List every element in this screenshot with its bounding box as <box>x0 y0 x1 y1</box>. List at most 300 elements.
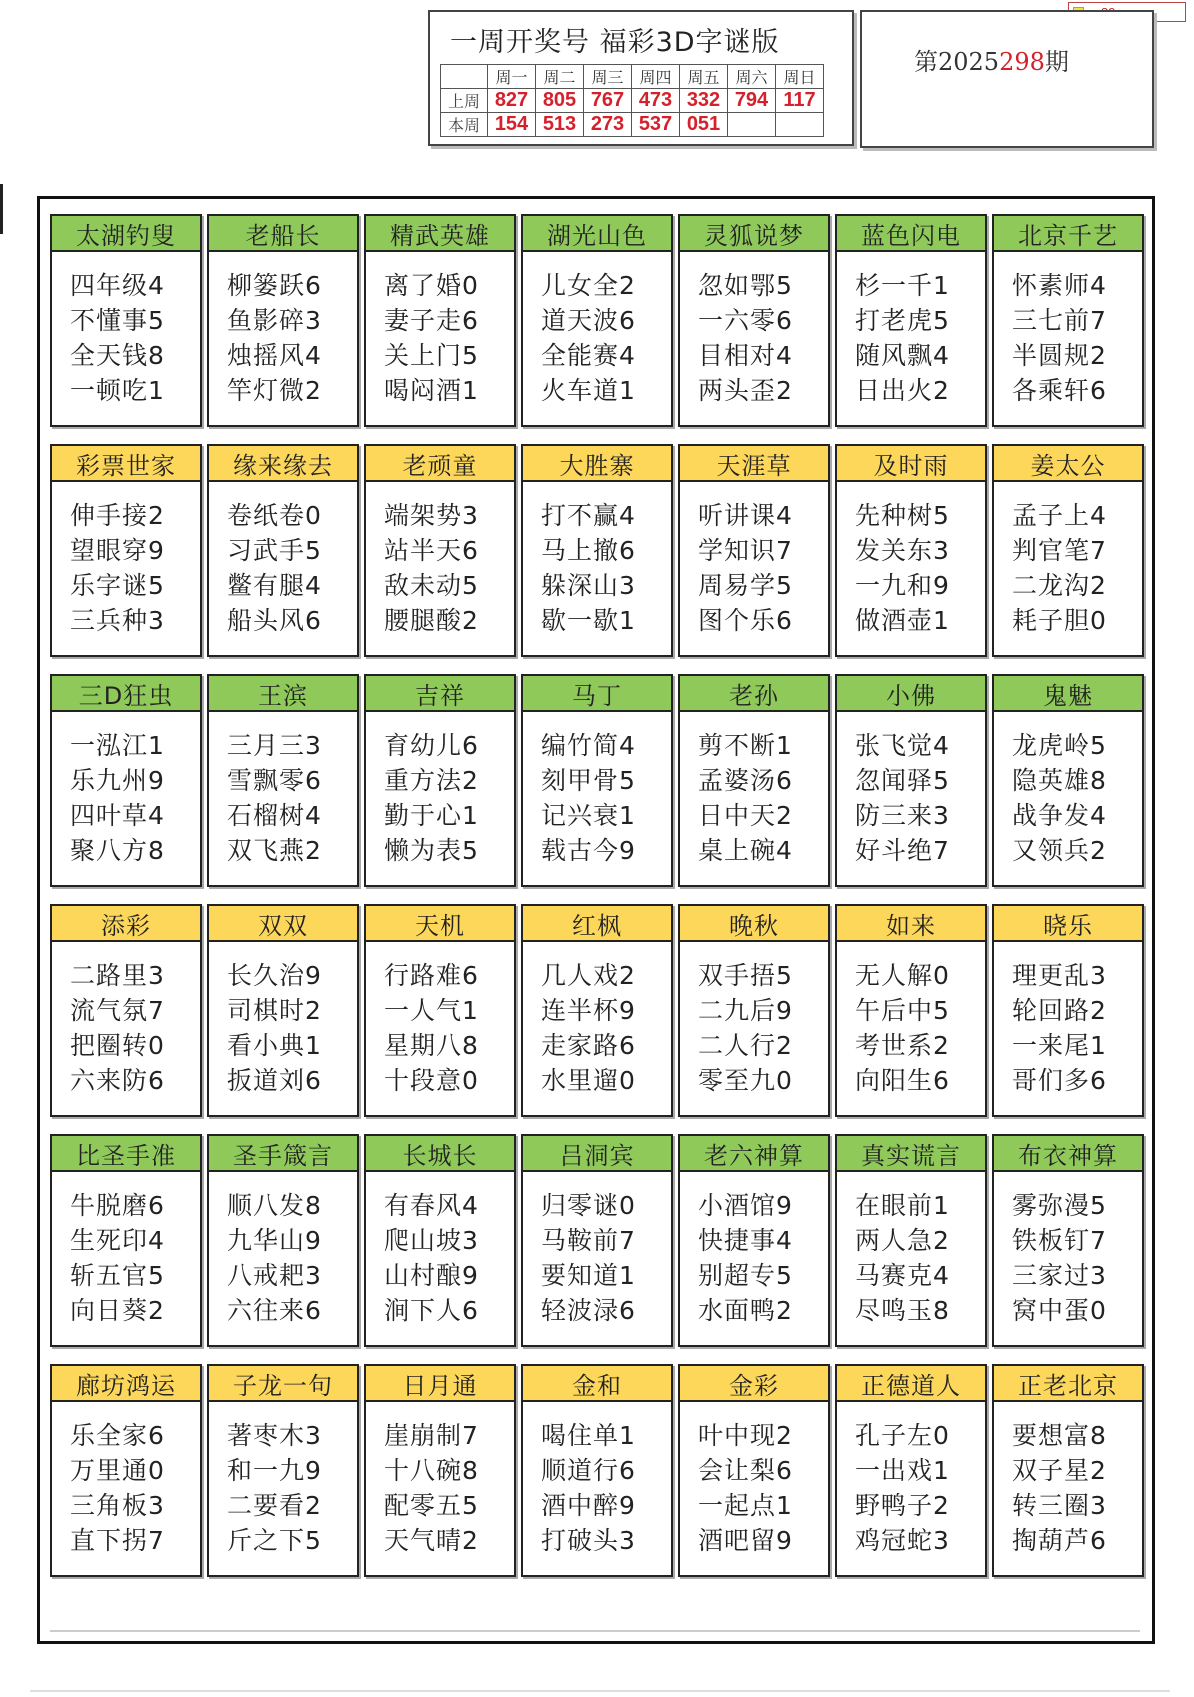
day-header: 周二 <box>536 65 584 89</box>
day-header: 周一 <box>488 65 536 89</box>
riddle-line: 育幼儿6 <box>384 731 479 760</box>
riddle-line: 载古今9 <box>541 836 636 865</box>
issue-suffix: 期 <box>1044 48 1069 76</box>
riddle-card <box>835 904 987 1117</box>
riddle-line: 长久治9 <box>227 961 322 990</box>
riddle-line: 走家路6 <box>541 1031 636 1060</box>
riddle-line: 孔子左0 <box>855 1421 950 1450</box>
riddle-line: 九华山9 <box>227 1226 322 1255</box>
riddle-line: 判官笔7 <box>1012 536 1107 565</box>
riddle-line: 无人解0 <box>855 961 950 990</box>
riddle-line: 船头风6 <box>227 606 322 635</box>
this-week-label: 本周 <box>441 113 488 137</box>
riddle-line: 雾弥漫5 <box>1012 1191 1107 1220</box>
riddle-line: 四年级4 <box>70 271 165 300</box>
riddle-line: 向日葵2 <box>70 1296 165 1325</box>
weekly-draw-panel <box>428 10 854 146</box>
riddle-line: 孟婆汤6 <box>698 766 793 795</box>
riddle-author: 老顽童 <box>366 446 514 482</box>
riddle-line: 叶中现2 <box>698 1421 793 1450</box>
riddle-line: 斩五官5 <box>70 1261 165 1290</box>
riddle-author: 长城长 <box>366 1136 514 1172</box>
draw-number: 332 <box>680 89 728 113</box>
riddle-line: 全天钱8 <box>70 341 165 370</box>
riddle-line: 在眼前1 <box>855 1191 950 1220</box>
riddle-line: 著枣木3 <box>227 1421 322 1450</box>
riddle-line: 哥们多6 <box>1012 1066 1107 1095</box>
riddle-line: 学知识7 <box>698 536 793 565</box>
riddle-lines <box>366 1172 514 1328</box>
draw-number: 794 <box>728 89 776 113</box>
riddle-lines <box>994 482 1142 638</box>
riddle-line: 发关东3 <box>855 536 950 565</box>
riddle-line: 编竹简4 <box>541 731 636 760</box>
day-header: 周四 <box>632 65 680 89</box>
riddle-line: 看小典1 <box>227 1031 322 1060</box>
riddle-card <box>207 674 359 887</box>
riddle-line: 一六零6 <box>698 306 793 335</box>
riddle-line: 轻波渌6 <box>541 1296 636 1325</box>
riddle-line: 一来尾1 <box>1012 1031 1107 1060</box>
riddle-line: 日出火2 <box>855 376 950 405</box>
riddle-card <box>835 444 987 657</box>
riddle-lines <box>52 252 200 408</box>
riddle-line: 怀素师4 <box>1012 271 1107 300</box>
riddle-line: 铁板钉7 <box>1012 1226 1107 1255</box>
riddle-card <box>50 1134 202 1347</box>
draw-number: 767 <box>584 89 632 113</box>
riddle-card <box>521 904 673 1117</box>
riddle-line: 考世系2 <box>855 1031 950 1060</box>
riddle-line: 四叶草4 <box>70 801 165 830</box>
riddle-line: 乐字谜5 <box>70 571 165 600</box>
riddle-line: 桌上碗4 <box>698 836 793 865</box>
riddle-line: 刻甲骨5 <box>541 766 636 795</box>
riddle-line: 归零谜0 <box>541 1191 636 1220</box>
riddle-line: 双子星2 <box>1012 1456 1107 1485</box>
day-header-row <box>441 65 824 89</box>
riddle-card <box>678 444 830 657</box>
riddle-line: 端架势3 <box>384 501 479 530</box>
riddle-line: 六往来6 <box>227 1296 322 1325</box>
riddle-line: 顺道行6 <box>541 1456 636 1485</box>
riddle-author: 灵狐说梦 <box>680 216 828 252</box>
issue-number-red: 298 <box>999 48 1045 76</box>
day-header: 周五 <box>680 65 728 89</box>
riddle-lines <box>209 1172 357 1328</box>
riddle-line: 生死印4 <box>70 1226 165 1255</box>
riddle-line: 听讲课4 <box>698 501 793 530</box>
riddle-line: 孟子上4 <box>1012 501 1107 530</box>
draw-number <box>776 113 824 137</box>
riddle-lines <box>52 1172 200 1328</box>
riddle-line: 懒为表5 <box>384 836 479 865</box>
riddle-line: 图个乐6 <box>698 606 793 635</box>
riddle-line: 记兴衰1 <box>541 801 636 830</box>
riddle-line: 一出戏1 <box>855 1456 950 1485</box>
riddle-author: 老孙 <box>680 676 828 712</box>
panel-title: 一周开奖号 福彩3D字谜版 <box>450 27 780 58</box>
riddle-card <box>364 674 516 887</box>
riddle-line: 把圈转0 <box>70 1031 165 1060</box>
riddle-lines <box>680 252 828 408</box>
riddle-line: 一九和9 <box>855 571 950 600</box>
riddle-card <box>992 674 1144 887</box>
riddle-card <box>992 1364 1144 1577</box>
riddle-line: 乐全家6 <box>70 1421 165 1450</box>
riddle-line: 忽如鄂5 <box>698 271 793 300</box>
riddle-card <box>50 674 202 887</box>
riddle-line: 三角板3 <box>70 1491 165 1520</box>
riddle-card <box>207 444 359 657</box>
riddle-lines <box>680 942 828 1098</box>
riddle-lines <box>523 1172 671 1328</box>
riddle-line: 喝住单1 <box>541 1421 636 1450</box>
riddle-author: 添彩 <box>52 906 200 942</box>
riddle-card <box>207 214 359 427</box>
riddle-lines <box>523 712 671 868</box>
riddle-line: 日中天2 <box>698 801 793 830</box>
riddle-line: 崖崩制7 <box>384 1421 479 1450</box>
riddle-line: 又领兵2 <box>1012 836 1107 865</box>
draw-number: 154 <box>488 113 536 137</box>
last-week-label: 上周 <box>441 89 488 113</box>
riddle-lines <box>52 712 200 868</box>
riddle-line: 马鞍前7 <box>541 1226 636 1255</box>
riddle-line: 石榴树4 <box>227 801 322 830</box>
riddle-lines <box>209 942 357 1098</box>
riddle-line: 顺八发8 <box>227 1191 322 1220</box>
riddle-line: 聚八方8 <box>70 836 165 865</box>
riddle-line: 鸡冠蛇3 <box>855 1526 950 1555</box>
riddle-line: 各乘轩6 <box>1012 376 1107 405</box>
riddle-line: 会让梨6 <box>698 1456 793 1485</box>
riddle-line: 马上撤6 <box>541 536 636 565</box>
riddle-line: 天气晴2 <box>384 1526 479 1555</box>
day-header: 周六 <box>728 65 776 89</box>
riddle-author: 马丁 <box>523 676 671 712</box>
riddle-lines <box>366 252 514 408</box>
riddle-line: 二路里3 <box>70 961 165 990</box>
riddle-lines <box>837 482 985 638</box>
riddle-line: 龙虎岭5 <box>1012 731 1107 760</box>
riddle-line: 离了婚0 <box>384 271 479 300</box>
draw-number: 051 <box>680 113 728 137</box>
day-header: 周三 <box>584 65 632 89</box>
riddle-line: 别超专5 <box>698 1261 793 1290</box>
riddle-line: 打老虎5 <box>855 306 950 335</box>
riddle-author: 比圣手准 <box>52 1136 200 1172</box>
riddle-card <box>992 444 1144 657</box>
corner-cell <box>441 65 488 89</box>
riddle-lines <box>366 942 514 1098</box>
riddle-line: 星期八8 <box>384 1031 479 1060</box>
riddle-author: 吕洞宾 <box>523 1136 671 1172</box>
riddle-line: 竿灯微2 <box>227 376 322 405</box>
riddle-line: 野鸭子2 <box>855 1491 950 1520</box>
riddle-line: 斤之下5 <box>227 1526 322 1555</box>
riddle-lines <box>837 1402 985 1558</box>
riddle-card <box>207 1134 359 1347</box>
riddle-line: 忽闻驿5 <box>855 766 950 795</box>
riddle-line: 目相对4 <box>698 341 793 370</box>
riddle-line: 隐英雄8 <box>1012 766 1107 795</box>
riddle-card <box>364 904 516 1117</box>
riddle-author: 鬼魅 <box>994 676 1142 712</box>
riddle-line: 酒中醉9 <box>541 1491 636 1520</box>
riddle-line: 习武手5 <box>227 536 322 565</box>
riddle-line: 烛摇风4 <box>227 341 322 370</box>
riddle-card <box>521 674 673 887</box>
riddle-line: 万里通0 <box>70 1456 165 1485</box>
riddle-line: 剪不断1 <box>698 731 793 760</box>
riddle-line: 卷纸卷0 <box>227 501 322 530</box>
draw-number <box>728 113 776 137</box>
riddle-lines <box>837 1172 985 1328</box>
riddle-card <box>521 214 673 427</box>
riddle-line: 牛脱磨6 <box>70 1191 165 1220</box>
riddle-lines <box>52 1402 200 1558</box>
riddle-line: 二要看2 <box>227 1491 322 1520</box>
riddle-lines <box>680 1402 828 1558</box>
riddle-line: 十八碗8 <box>384 1456 479 1485</box>
riddle-author: 晓乐 <box>994 906 1142 942</box>
riddle-line: 歇一歇1 <box>541 606 636 635</box>
riddle-author: 布衣神算 <box>994 1136 1142 1172</box>
riddle-card <box>678 904 830 1117</box>
riddle-line: 喝闷酒1 <box>384 376 479 405</box>
riddle-lines <box>523 482 671 638</box>
riddle-card <box>50 904 202 1117</box>
riddle-author: 金和 <box>523 1366 671 1402</box>
riddle-line: 行路难6 <box>384 961 479 990</box>
riddle-lines <box>837 712 985 868</box>
riddle-lines <box>994 252 1142 408</box>
riddle-line: 腰腿酸2 <box>384 606 479 635</box>
riddle-line: 鳖有腿4 <box>227 571 322 600</box>
riddle-line: 不懂事5 <box>70 306 165 335</box>
riddle-card <box>992 904 1144 1117</box>
riddle-line: 望眼穿9 <box>70 536 165 565</box>
riddle-line: 连半杯9 <box>541 996 636 1025</box>
riddle-card <box>207 904 359 1117</box>
riddle-line: 理更乱3 <box>1012 961 1107 990</box>
riddle-line: 战争发4 <box>1012 801 1107 830</box>
riddle-line: 雪飘零6 <box>227 766 322 795</box>
riddle-author: 王滨 <box>209 676 357 712</box>
riddle-lines <box>680 712 828 868</box>
riddle-line: 敌未动5 <box>384 571 479 600</box>
draw-number: 827 <box>488 89 536 113</box>
riddle-author: 大胜寨 <box>523 446 671 482</box>
riddle-line: 打破头3 <box>541 1526 636 1555</box>
riddle-lines <box>994 942 1142 1098</box>
riddle-card <box>835 214 987 427</box>
riddle-author: 姜太公 <box>994 446 1142 482</box>
riddle-author: 晚秋 <box>680 906 828 942</box>
riddle-line: 关上门5 <box>384 341 479 370</box>
riddle-line: 重方法2 <box>384 766 479 795</box>
riddle-line: 勤于心1 <box>384 801 479 830</box>
riddle-line: 要知道1 <box>541 1261 636 1290</box>
riddle-line: 打不赢4 <box>541 501 636 530</box>
divider-line <box>50 1630 1140 1632</box>
riddle-line: 周易学5 <box>698 571 793 600</box>
issue-panel <box>860 10 1154 148</box>
riddle-line: 二人行2 <box>698 1031 793 1060</box>
riddle-line: 火车道1 <box>541 376 636 405</box>
riddle-line: 尽鸣玉8 <box>855 1296 950 1325</box>
riddle-lines <box>366 482 514 638</box>
riddle-lines <box>837 252 985 408</box>
riddle-line: 一人气1 <box>384 996 479 1025</box>
riddle-line: 八戒耙3 <box>227 1261 322 1290</box>
riddle-author: 蓝色闪电 <box>837 216 985 252</box>
riddle-lines <box>994 1172 1142 1328</box>
riddle-card <box>364 214 516 427</box>
riddle-line: 窝中蛋0 <box>1012 1296 1107 1325</box>
riddle-lines <box>523 942 671 1098</box>
riddle-card <box>678 674 830 887</box>
riddle-line: 双手捂5 <box>698 961 793 990</box>
riddle-line: 零至九0 <box>698 1066 793 1095</box>
riddle-line: 儿女全2 <box>541 271 636 300</box>
riddle-author: 如来 <box>837 906 985 942</box>
riddle-card <box>835 1134 987 1347</box>
last-week-row <box>441 89 824 113</box>
riddle-lines <box>52 482 200 638</box>
riddle-line: 配零五5 <box>384 1491 479 1520</box>
riddle-card <box>364 1134 516 1347</box>
riddle-line: 防三来3 <box>855 801 950 830</box>
riddle-card <box>521 1134 673 1347</box>
riddle-line: 好斗绝7 <box>855 836 950 865</box>
riddle-card <box>992 214 1144 427</box>
riddle-lines <box>366 1402 514 1558</box>
riddle-line: 三兵种3 <box>70 606 165 635</box>
riddle-card <box>364 1364 516 1577</box>
riddle-author: 天机 <box>366 906 514 942</box>
draw-number: 273 <box>584 113 632 137</box>
riddle-line: 三七前7 <box>1012 306 1107 335</box>
riddle-author: 金彩 <box>680 1366 828 1402</box>
draw-number: 805 <box>536 89 584 113</box>
riddle-line: 耗子胆0 <box>1012 606 1107 635</box>
riddle-line: 几人戏2 <box>541 961 636 990</box>
riddle-line: 做酒壶1 <box>855 606 950 635</box>
riddle-author: 彩票世家 <box>52 446 200 482</box>
riddle-line: 爬山坡3 <box>384 1226 479 1255</box>
riddle-line: 水里遛0 <box>541 1066 636 1095</box>
riddle-line: 转三圈3 <box>1012 1491 1107 1520</box>
riddle-line: 两头歪2 <box>698 376 793 405</box>
riddle-author: 北京千艺 <box>994 216 1142 252</box>
riddle-line: 马赛克4 <box>855 1261 950 1290</box>
riddle-line: 山村酿9 <box>384 1261 479 1290</box>
riddle-author: 缘来缘去 <box>209 446 357 482</box>
riddle-author: 及时雨 <box>837 446 985 482</box>
riddle-line: 六来防6 <box>70 1066 165 1095</box>
riddle-lines <box>209 252 357 408</box>
riddle-line: 扳道刘6 <box>227 1066 322 1095</box>
riddle-lines <box>209 1402 357 1558</box>
riddle-line: 直下拐7 <box>70 1526 165 1555</box>
riddle-line: 掏葫芦6 <box>1012 1526 1107 1555</box>
riddle-line: 一起点1 <box>698 1491 793 1520</box>
riddle-card <box>364 444 516 657</box>
riddle-card <box>50 1364 202 1577</box>
riddle-line: 道天波6 <box>541 306 636 335</box>
riddle-lines <box>680 482 828 638</box>
riddle-author: 真实谎言 <box>837 1136 985 1172</box>
riddle-line: 妻子走6 <box>384 306 479 335</box>
riddle-line: 快捷事4 <box>698 1226 793 1255</box>
riddle-author: 正德道人 <box>837 1366 985 1402</box>
riddle-card <box>835 1364 987 1577</box>
riddle-author: 圣手箴言 <box>209 1136 357 1172</box>
draw-number: 117 <box>776 89 824 113</box>
riddle-author: 子龙一句 <box>209 1366 357 1402</box>
riddle-lines <box>837 942 985 1098</box>
riddle-line: 酒吧留9 <box>698 1526 793 1555</box>
riddle-line: 十段意0 <box>384 1066 479 1095</box>
draw-table <box>440 64 824 137</box>
riddle-card <box>992 1134 1144 1347</box>
riddle-line: 和一九9 <box>227 1456 322 1485</box>
riddle-line: 一顿吃1 <box>70 376 165 405</box>
draw-number: 473 <box>632 89 680 113</box>
draw-number: 537 <box>632 113 680 137</box>
riddle-line: 小酒馆9 <box>698 1191 793 1220</box>
riddle-lines <box>994 712 1142 868</box>
riddle-author: 太湖钓叟 <box>52 216 200 252</box>
riddle-line: 向阳生6 <box>855 1066 950 1095</box>
riddle-author: 双双 <box>209 906 357 942</box>
riddle-author: 湖光山色 <box>523 216 671 252</box>
riddle-line: 轮回路2 <box>1012 996 1107 1025</box>
riddle-line: 双飞燕2 <box>227 836 322 865</box>
riddle-line: 随风飘4 <box>855 341 950 370</box>
day-header: 周日 <box>776 65 824 89</box>
riddle-card <box>678 1134 830 1347</box>
riddle-lines <box>523 1402 671 1558</box>
riddle-card <box>678 1364 830 1577</box>
riddle-line: 司棋时2 <box>227 996 322 1025</box>
riddle-line: 半圆规2 <box>1012 341 1107 370</box>
riddle-lines <box>52 942 200 1098</box>
riddle-author: 精武英雄 <box>366 216 514 252</box>
divider-line <box>30 1690 1170 1692</box>
riddle-card <box>835 674 987 887</box>
riddle-author: 廊坊鸿运 <box>52 1366 200 1402</box>
riddle-card <box>50 444 202 657</box>
riddle-line: 站半天6 <box>384 536 479 565</box>
riddle-author: 老六神算 <box>680 1136 828 1172</box>
riddle-card <box>521 1364 673 1577</box>
riddle-line: 两人急2 <box>855 1226 950 1255</box>
draw-number: 513 <box>536 113 584 137</box>
riddle-line: 杉一千1 <box>855 271 950 300</box>
riddle-line: 流气氛7 <box>70 996 165 1025</box>
riddle-lines <box>366 712 514 868</box>
riddle-card <box>521 444 673 657</box>
riddle-line: 有春风4 <box>384 1191 479 1220</box>
riddle-line: 二龙沟2 <box>1012 571 1107 600</box>
issue-number <box>914 42 1069 77</box>
riddle-line: 躲深山3 <box>541 571 636 600</box>
riddle-author: 小佛 <box>837 676 985 712</box>
riddle-card <box>50 214 202 427</box>
